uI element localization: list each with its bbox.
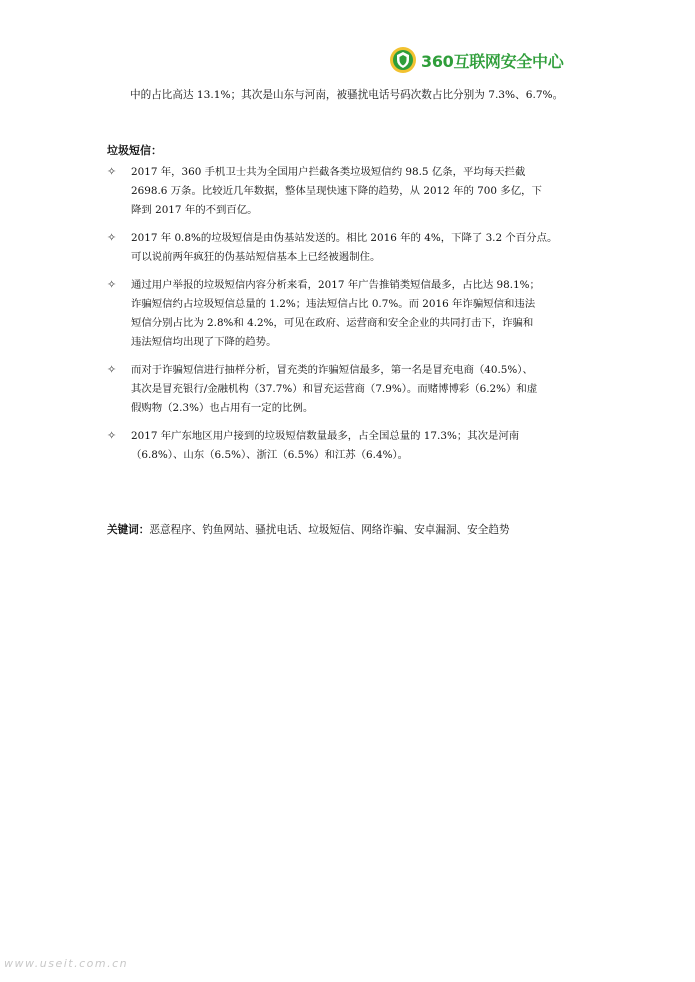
diamond-bullet-icon: ✧	[107, 231, 117, 244]
bullet-text-line: 降到 2017 年的不到百亿。	[131, 204, 258, 216]
bullet-text-line: 假购物（2.3%）也占用有一定的比例。	[131, 402, 314, 414]
intro-paragraph: 中的占比高达 13.1%；其次是山东与河南，被骚扰电话号码次数占比分别为 7.3%、6.7%。	[130, 89, 564, 101]
watermark: www.useit.com.cn	[4, 957, 129, 970]
brand-logo	[389, 46, 563, 74]
bullet-item	[107, 276, 595, 352]
bullet-text-line: 2017 年，360 手机卫士共为全国用户拦截各类垃圾短信约 98.5 亿条，平均每天拦截	[131, 166, 526, 178]
bullet-item	[107, 163, 595, 220]
diamond-bullet-icon: ✧	[107, 278, 117, 291]
diamond-bullet-icon: ✧	[107, 429, 117, 442]
keywords-line	[107, 522, 510, 537]
bullet-text-line: 可以说前两年疯狂的伪基站短信基本上已经被遏制住。	[131, 251, 381, 263]
bullet-text-line: （6.8%）、山东（6.5%）、浙江（6.5%）和江苏（6.4%）。	[131, 449, 409, 461]
bullet-text-line: 通过用户举报的垃圾短信内容分析来看，2017 年广告推销类短信最多，占比达 98.1%；	[131, 279, 540, 291]
bullet-text-line: 2017 年 0.8%的垃圾短信是由伪基站发送的。相比 2016 年的 4%，下降了 3.2 个百分点。	[131, 232, 558, 244]
logo-text: 360互联网安全中心	[421, 51, 564, 71]
bullet-text-line: 2698.6 万条。比较近几年数据，整体呈现快速下降的趋势，从 2012 年的 700 多亿，下	[131, 185, 542, 197]
bullet-item	[107, 361, 595, 418]
section-heading: 垃圾短信：	[107, 144, 162, 157]
keywords-label: 关键词：	[107, 524, 150, 536]
bullet-text-line: 2017 年广东地区用户接到的垃圾短信数量最多，占全国总量的 17.3%；其次是河南	[131, 430, 520, 442]
bullet-text-line: 违法短信均出现了下降的趋势。	[131, 336, 277, 348]
bullet-item	[107, 427, 595, 465]
bullet-text-line: 其次是冒充银行/金融机构（37.7%）和冒充运营商（7.9%）。而赌博博彩（6.2%）和虚	[131, 383, 538, 395]
bullet-list	[107, 163, 595, 474]
bullet-text-line: 短信分别占比为 2.8%和 4.2%，可见在政府、运营商和安全企业的共同打击下，诈骗和	[131, 317, 534, 329]
diamond-bullet-icon: ✧	[107, 165, 117, 178]
bullet-item	[107, 229, 595, 267]
shield-logo-icon	[389, 46, 417, 74]
diamond-bullet-icon: ✧	[107, 363, 117, 376]
keywords-text: 恶意程序、钓鱼网站、骚扰电话、垃圾短信、网络诈骗、安卓漏洞、安全趋势	[149, 524, 510, 536]
bullet-text-line: 诈骗短信约占垃圾短信总量的 1.2%；违法短信占比 0.7%。而 2016 年诈骗短信和违法	[131, 298, 536, 310]
bullet-text-line: 而对于诈骗短信进行抽样分析，冒充类的诈骗短信最多，第一名是冒充电商（40.5%）、	[131, 364, 533, 376]
